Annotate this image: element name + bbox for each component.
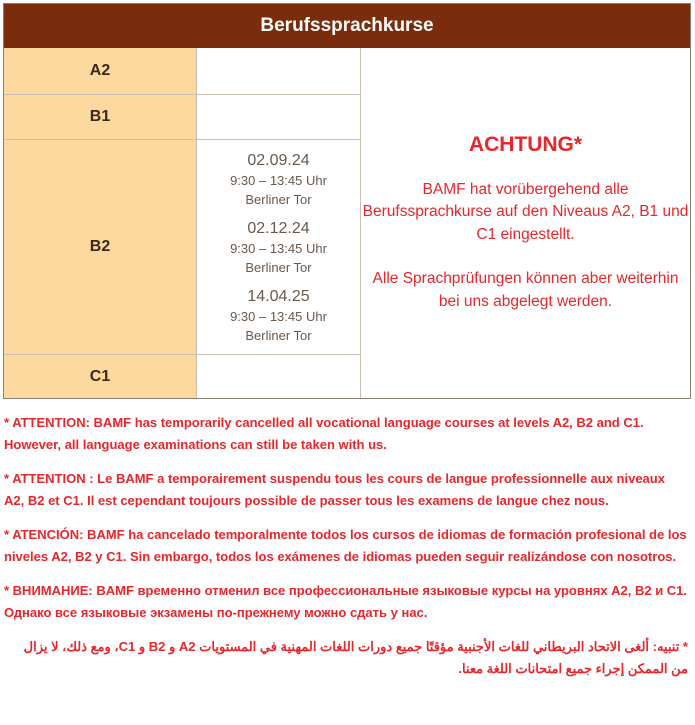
level-b2: B2 xyxy=(4,140,197,354)
course-table xyxy=(3,3,691,399)
course-place: Berliner Tor xyxy=(245,260,312,275)
attention-notice xyxy=(361,48,690,398)
note-french: * ATTENTION : Le BAMF a temporairement suspendu tous les cours de langue professionnelle aux niveaux A2, B2 et C1. Il est cependant toujours possible de passer tous les examens de langue chez nous. xyxy=(4,471,665,508)
notice-text-exams: Alle Sprachprüfungen können aber weiterhin bei uns abgelegt werden. xyxy=(372,270,679,310)
notice-title: ACHTUNG* xyxy=(468,132,583,156)
note-english: * ATTENTION: BAMF has temporarily cancelled all vocational language courses at levels A2, B2 and C1. However, all language examinations can still be taken with us. xyxy=(4,415,644,452)
notice-text: BAMF hat vorübergehend alle Berufssprachkurse auf den Niveaus A2, B1 und C1 eingestellt. xyxy=(362,180,689,243)
course-time: 9:30 – 13:45 Uhr xyxy=(230,241,327,256)
cell-b1 xyxy=(197,95,361,139)
course-entry xyxy=(197,151,360,209)
course-date: 02.12.24 xyxy=(247,220,310,237)
course-place: Berliner Tor xyxy=(245,328,312,343)
course-date: 02.09.24 xyxy=(247,152,310,169)
note-arabic: * تنبيه: ألغى الاتحاد البريطاني للغات الأجنبية مؤقتًا جميع دورات اللغات المهنية في المستويات A2 و B2 و C1، ومع ذلك، لا يزال من الممكن إجراء جميع امتحانات اللغة معنا. xyxy=(23,639,688,676)
note-russian: * ВНИМАНИЕ: BAMF временно отменил все профессиональные языковые курсы на уровнях A2, B2 и C1. Однако все языковые экзамены по-прежнему можно сдать у нас. xyxy=(4,583,688,620)
cell-a2 xyxy=(197,48,361,94)
level-b1: B1 xyxy=(4,95,197,139)
course-time: 9:30 – 13:45 Uhr xyxy=(230,173,327,188)
cell-b2 xyxy=(197,140,361,354)
multilingual-notes xyxy=(4,412,688,692)
course-place: Berliner Tor xyxy=(245,192,312,207)
table-header: Berufssprachkurse xyxy=(4,4,690,48)
level-c1: C1 xyxy=(4,355,197,398)
level-a2: A2 xyxy=(4,48,197,94)
course-entry xyxy=(197,219,360,277)
course-entry xyxy=(197,287,360,345)
course-time: 9:30 – 13:45 Uhr xyxy=(230,309,327,324)
cell-c1 xyxy=(197,355,361,398)
note-spanish: * ATENCIÓN: BAMF ha cancelado temporalmente todos los cursos de idiomas de formación profesional de los niveles A2, B2 y C1. Sin embargo, todos los exámenes de idiomas pueden seguir realizándose con nosotros. xyxy=(4,527,687,564)
course-date: 14.04.25 xyxy=(247,288,310,305)
